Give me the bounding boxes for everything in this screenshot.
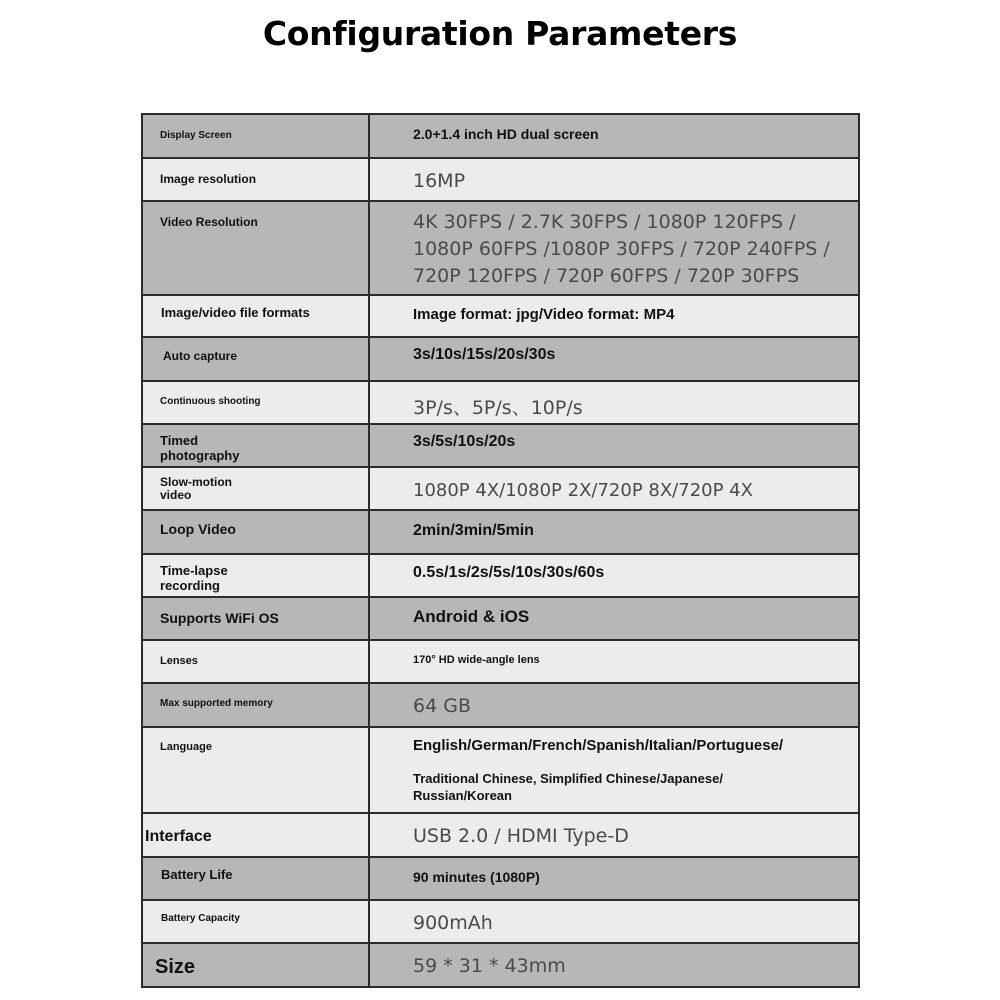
spec-value-size: 59 * 31 * 43mm — [413, 955, 566, 977]
spec-label-language: Language — [160, 741, 212, 753]
spec-value-battery-life: 90 minutes (1080P) — [413, 869, 540, 885]
table-row — [142, 683, 859, 727]
spec-value-cell — [369, 114, 859, 158]
table-row — [142, 337, 859, 381]
table-row — [142, 114, 859, 158]
table-row — [142, 510, 859, 554]
spec-value-loop-video: 2min/3min/5min — [413, 522, 534, 539]
table-row — [142, 467, 859, 510]
spec-value-image-resolution: 16MP — [413, 170, 466, 192]
spec-label-slow-motion — [143, 468, 368, 502]
spec-value-file-formats: Image format: jpg/Video format: MP4 — [413, 306, 675, 323]
spec-label-line: Timed — [160, 433, 199, 448]
spec-label-line: Time-lapse — [160, 563, 228, 578]
table-row — [142, 857, 859, 900]
spec-value-language-line2: Traditional Chinese, Simplified Chinese/Japanese/ Russian/Korean — [413, 771, 723, 803]
spec-label-size: Size — [155, 956, 196, 978]
spec-label-auto-capture: Auto capture — [163, 349, 238, 363]
table-row — [142, 554, 859, 597]
spec-value-display-screen: 2.0+1.4 inch HD dual screen — [413, 126, 599, 142]
spec-value-interface: USB 2.0 / HDMI Type-D — [413, 825, 629, 847]
spec-label-battery-capacity: Battery Capacity — [161, 913, 240, 924]
spec-value-timed-photography: 3s/5s/10s/20s — [413, 433, 516, 450]
spec-label-cell — [142, 114, 369, 158]
spec-label-line: video — [160, 488, 192, 502]
spec-label-image-resolution: Image resolution — [160, 172, 257, 186]
spec-label-interface: Interface — [145, 828, 212, 845]
spec-value-battery-capacity: 900mAh — [413, 912, 493, 934]
table-row — [142, 295, 859, 337]
spec-label-video-resolution: Video Resolution — [160, 215, 258, 229]
spec-label-battery-life: Battery Life — [161, 867, 233, 882]
spec-label-timed-photography — [143, 425, 368, 463]
spec-label-line: recording — [160, 578, 220, 593]
spec-label-wifi-os: Supports WiFi OS — [160, 610, 279, 626]
table-row — [142, 727, 859, 813]
table-row — [142, 158, 859, 201]
page-title: Configuration Parameters — [262, 14, 738, 53]
spec-value-lenses: 170° HD wide-angle lens — [413, 654, 540, 666]
spec-value-video-resolution: 4K 30FPS / 2.7K 30FPS / 1080P 120FPS / 1080P 60FPS /1080P 30FPS / 720P 240FPS / 720P 120FPS / 720P 60FPS / 720P 30FPS — [413, 211, 830, 287]
table-row — [142, 900, 859, 943]
spec-label-display-screen: Display Screen — [160, 130, 232, 141]
spec-table — [141, 113, 860, 988]
spec-value-continuous-shooting: 3P/s、5P/s、10P/s — [413, 397, 583, 419]
spec-label-line: photography — [160, 448, 240, 463]
table-row — [142, 943, 859, 987]
spec-label-file-formats: Image/video file formats — [161, 305, 310, 320]
spec-label-max-memory: Max supported memory — [160, 698, 273, 709]
spec-label-continuous-shooting: Continuous shooting — [160, 396, 261, 407]
spec-value-auto-capture: 3s/10s/15s/20s/30s — [413, 346, 556, 363]
spec-value-wifi-os: Android & iOS — [413, 607, 530, 626]
spec-label-time-lapse — [143, 555, 368, 593]
spec-label-line: Slow-motion — [160, 475, 232, 489]
table-row — [142, 381, 859, 424]
spec-value-language-line1: English/German/French/Spanish/Italian/Portuguese/ — [413, 737, 784, 754]
spec-value-max-memory: 64 GB — [413, 695, 471, 717]
spec-value-time-lapse: 0.5s/1s/2s/5s/10s/30s/60s — [413, 564, 605, 581]
table-row — [142, 640, 859, 683]
spec-value-slow-motion: 1080P 4X/1080P 2X/720P 8X/720P 4X — [413, 480, 753, 501]
spec-label-loop-video: Loop Video — [160, 521, 236, 537]
table-row — [142, 597, 859, 640]
spec-label-lenses: Lenses — [160, 655, 198, 667]
table-row — [142, 813, 859, 857]
table-row — [142, 201, 859, 295]
table-row — [142, 424, 859, 467]
